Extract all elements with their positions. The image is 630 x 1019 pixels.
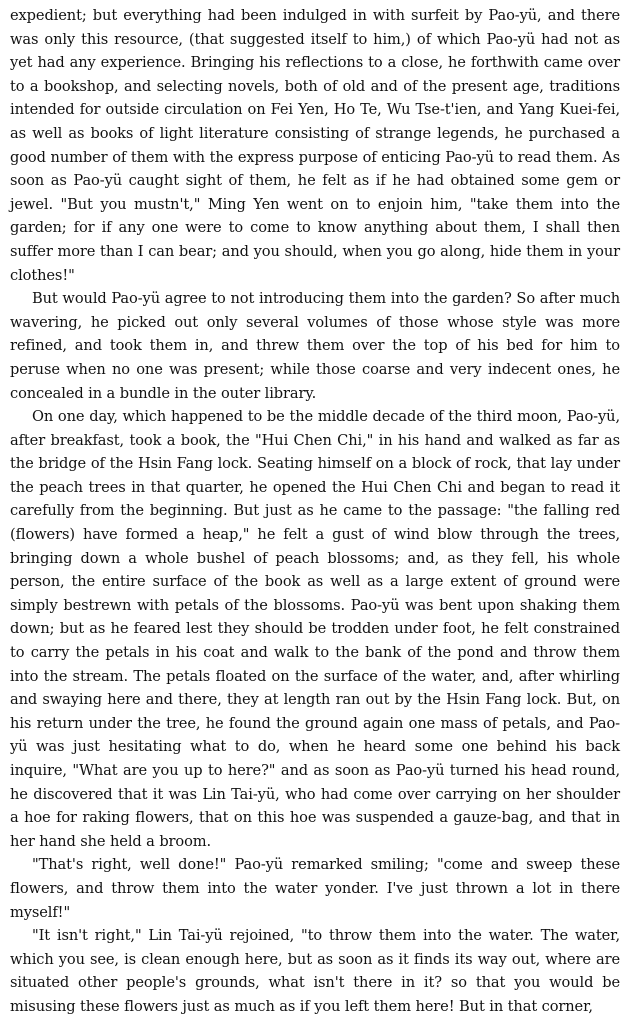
paragraph-3: On one day, which happened to be the middle decade of the third moon, Pao-yü, after breakfast, took a book, the "Hui Chen Chi," in his hand and walked as far as the bridge of the Hsin Fang lock. Seating himself on a block of rock, that lay under the peach trees in that quarter, he opened the Hui Chen Chi and began to read it carefully from the beginning. But just as he came to the passage: "the falling red (flowers) have formed a heap," he felt a gust of wind blow through the trees, bringing down a whole bushel of peach blossoms; and, as they fell, his whole person, the entire surface of the book as well as a large extent of ground were simply bestrewn with petals of the blossoms. Pao-yü was bent upon shaking them down; but as he feared lest they should be trodden under foot, he felt constrained to carry the petals in his coat and walk to the bank of the pond and throw them into the stream. The petals floated on the surface of the water, and, after whirling and swaying here and there, they at length ran out by the Hsin Fang lock. But, on his return under the tree, he found the ground again one mass of petals, and Pao-yü was just hesitating what to do, when he heard some one behind his back inquire, "What are you up to here?" and as soon as Pao-yü turned his head round, he discovered that it was Lin Tai-yü, who had come over carrying on her shoulder a hoe for raking flowers, that on this hoe was suspended a gauze-bag, and that in her hand she held a broom. (10, 408, 620, 850)
paragraph-4: "That's right, well done!" Pao-yü remarked smiling; "come and sweep these flowers, and throw them into the water yonder. I've just thrown a lot in there myself!" (10, 856, 620, 921)
paragraph-5: "It isn't right," Lin Tai-yü rejoined, "to throw them into the water. The water, which you see, is clean enough here, but as soon as it finds its way out, where are situated other people's grounds, what isn't there in it? so that you would be misusing these flowers just as much as if you left them here! But in that corner, (10, 927, 620, 1015)
paragraph-2: But would Pao-yü agree to not introducing them into the garden? So after much wavering, he picked out only several volumes of those whose style was more refined, and took them in, and threw them over the top of his bed for him to peruse when no one was present; while those coarse and very indecent ones, he concealed in a bundle in the outer library. (10, 290, 620, 402)
paragraph-1: expedient; but everything had been indulged in with surfeit by Pao-yü, and there was only this resource, (that suggested itself to him,) of which Pao-yü had not as yet had any experience. Bringing his reflections to a close, he forthwith came over to a bookshop, and selecting novels, both of old and of the present age, traditions intended for outside circulation on Fei Yen, Ho Te, Wu Tse-t'ien, and Yang Kuei-fei, as well as books of light literature consisting of strange legends, he purchased a good number of them with the express purpose of enticing Pao-yü to read them. As soon as Pao-yü caught sight of them, he felt as if he had obtained some gem or jewel. "But you mustn't," Ming Yen went on to enjoin him, "take them into the garden; for if any one were to come to know anything about them, I shall then suffer more than I can bear; and you should, when you go along, hide them in your clothes!" (10, 7, 620, 284)
